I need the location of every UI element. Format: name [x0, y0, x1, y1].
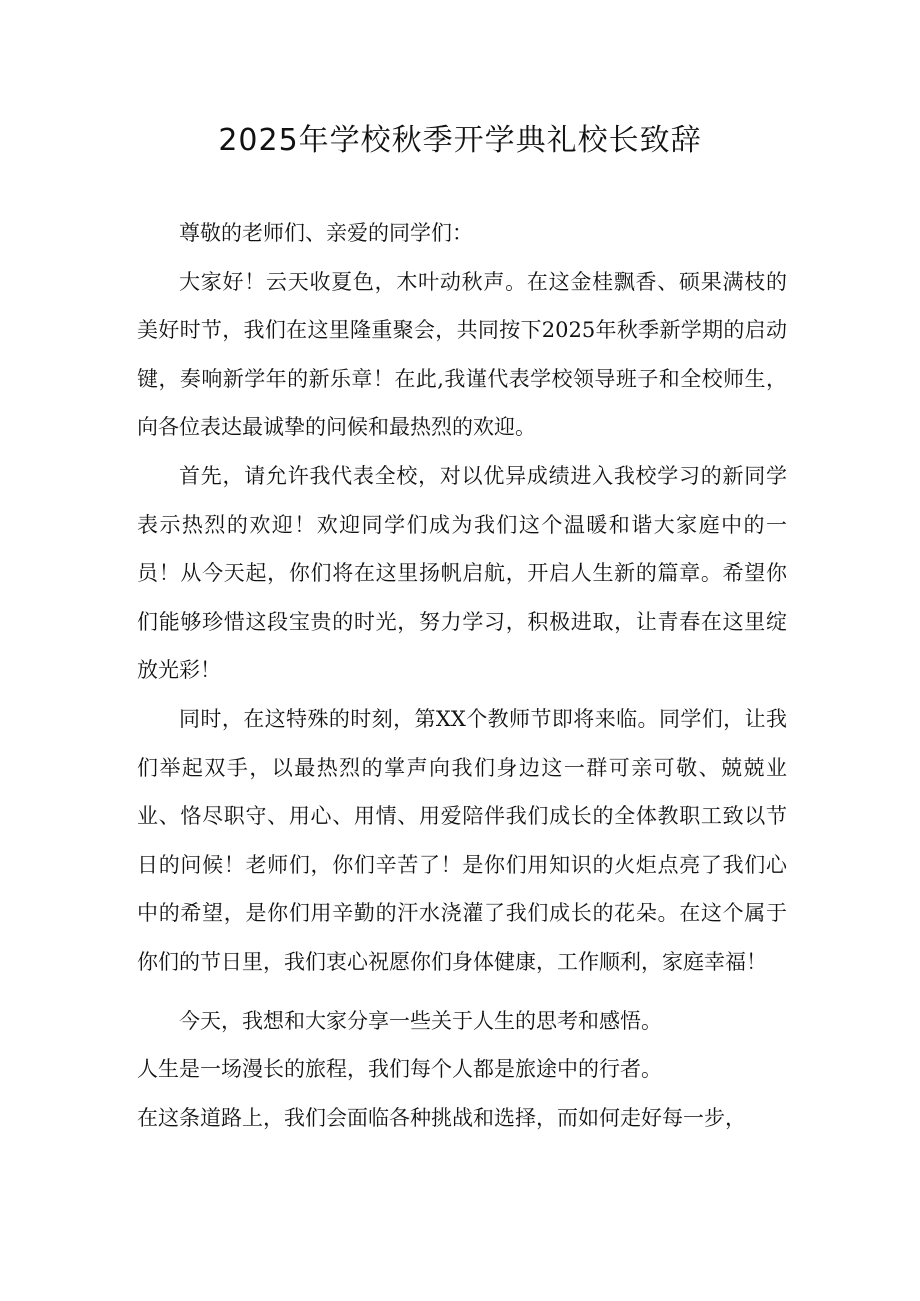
welcome-new-students-paragraph: 首先，请允许我代表全校，对以优异成绩进入我校学习的新同学表示热烈的欢迎！欢迎同学们成为我们这个温暖和谐大家庭中的一员！从今天起，你们将在这里扬帆启航，开启人生新的篇章。希望你们能够珍惜这段宝贵的时光，努力学习，积极进取，让青春在这里绽放光彩！ [137, 463, 787, 683]
document-title: 2025年学校秋季开学典礼校长致辞 [218, 123, 702, 158]
salutation-paragraph: 尊敬的老师们、亲爱的同学们： [179, 221, 473, 245]
life-journey-paragraph: 人生是一场漫长的旅程，我们每个人都是旅途中的行者。 [137, 1057, 662, 1082]
reflection-intro-paragraph: 今天，我想和大家分享一些关于人生的思考和感悟。 [179, 1008, 662, 1033]
document-body [137, 209, 787, 1142]
teachers-day-paragraph: 同时，在这特殊的时刻，第XX个教师节即将来临。同学们，让我们举起双手，以最热烈的掌声向我们身边这一群可亲可敬、兢兢业业、恪尽职守、用心、用情、用爱陪伴我们成长的全体教职工致以节日的问候！老师们，你们辛苦了！是你们用知识的火炬点亮了我们心中的希望，是你们用辛勤的汗水浇灌了我们成长的花朵。在这个属于你们的节日里，我们衷心祝愿你们身体健康，工作顺利，家庭幸福！ [137, 706, 787, 974]
greeting-paragraph: 大家好！云天收夏色，木叶动秋声。在这金桂飘香、硕果满枝的美好时节，我们在这里隆重聚会，共同按下2025年秋季新学期的启动键，奏响新学年的新乐章！在此,我谨代表学校领导班子和全校师生，向各位表达最诚挚的问候和最热烈的欢迎。 [137, 269, 787, 440]
challenges-paragraph: 在这条道路上，我们会面临各种挑战和选择，而如何走好每一步， [137, 1105, 746, 1130]
